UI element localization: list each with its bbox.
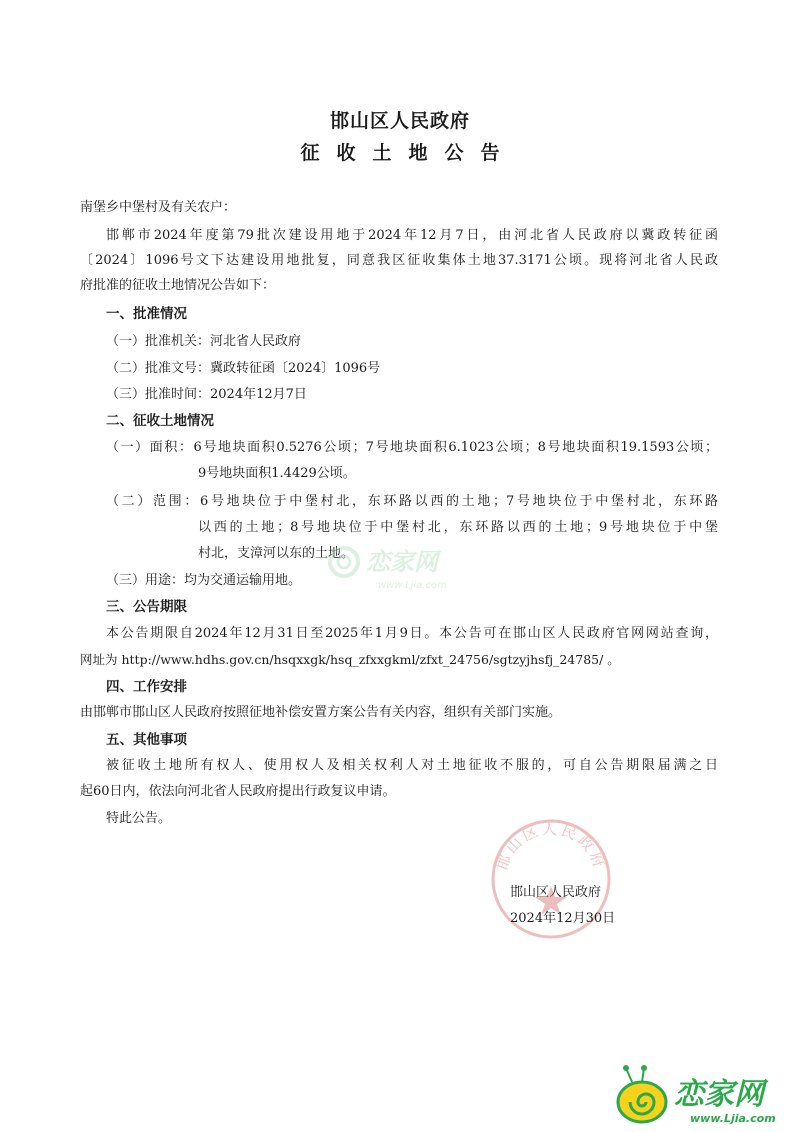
watermark-url: www.Ljia.com (378, 580, 447, 591)
section-heading-approval: 一、批准情况 (106, 306, 187, 322)
intro-line-3: 府批准的征收土地情况公告如下： (80, 278, 276, 293)
approval-authority: （一）批准机关：河北省人民政府 (106, 334, 302, 349)
svg-text:邯山区人民政府 (493, 820, 610, 873)
intro-line-1: 邯郸市2024年度第79批次建设用地于2024年12月7日，由河北省人民政府以冀政转征函 (106, 228, 718, 243)
period-url-line: 网址为 http://www.hdhs.gov.cn/hsqxxgk/hsq_zfxxgkml/zfxt_24756/sgtzyjhsfj_24785/ 。 (80, 652, 620, 667)
other-line-1: 被征收土地所有权人、使用权人及相关权利人对土地征收不服的，可自公告期限届满之日 (106, 758, 718, 773)
signature-date: 2024年12月30日 (510, 911, 616, 926)
snail-mascot-icon (612, 1062, 792, 1128)
seal-text: 邯山区人民政府 (492, 820, 610, 873)
watermark-logo-icon (322, 538, 472, 594)
logo-url: www.Ljia.com (690, 1112, 776, 1125)
approval-doc-number: （二）批准文号：冀政转征函〔2024〕1096号 (106, 361, 381, 376)
salutation: 南堡乡中堡村及有关农户： (80, 200, 237, 215)
issuer-title: 邯山区人民政府 (329, 110, 470, 132)
land-area-line-2: 9号地块面积1.4429公顷。 (198, 466, 356, 481)
land-area-line-1: （一）面积：6号地块面积0.5276公顷；7号地块面积6.1023公顷；8号地块面积19.1593公顷； (106, 440, 718, 455)
approval-time: （三）批准时间：2024年12月7日 (106, 387, 307, 402)
announcement-title: 征收土地公告 (300, 142, 517, 164)
watermark-brand: 恋家网 (366, 548, 438, 576)
signature-org: 邯山区人民政府 (510, 885, 602, 900)
land-scope-line-2: 以西的土地；8号地块位于中堡村北，东环路以西的土地；9号地块位于中堡 (198, 520, 718, 535)
land-scope-line-1: （二）范围：6号地块位于中堡村北，东环路以西的土地；7号地块位于中堡村北，东环路 (106, 494, 718, 509)
land-use: （三）用途：均为交通运输用地。 (106, 573, 302, 588)
section-heading-other: 五、其他事项 (106, 732, 187, 748)
closing-text: 特此公告。 (106, 811, 172, 826)
work-line-1: 由邯郸市邯山区人民政府按照征地补偿安置方案公告有关内容，组织有关部门实施。 (80, 705, 562, 720)
period-line-1: 本公告期限自2024年12月31日至2025年1月9日。本公告可在邯山区人民政府官网网站查询， (106, 626, 718, 641)
other-line-2: 起60日内，依法向河北省人民政府提出行政复议申请。 (80, 784, 396, 799)
section-heading-period: 三、公告期限 (106, 599, 187, 615)
logo-brand: 恋家网 (674, 1077, 764, 1112)
section-heading-work: 四、工作安排 (106, 679, 187, 695)
intro-line-2: 〔2024〕1096号文下达建设用地批复，同意我区征收集体土地37.3171公顷。现将河北省人民政 (80, 253, 718, 268)
land-scope-line-3: 村北，支漳河以东的土地。 (198, 546, 355, 561)
section-heading-land: 二、征收土地情况 (106, 413, 214, 429)
